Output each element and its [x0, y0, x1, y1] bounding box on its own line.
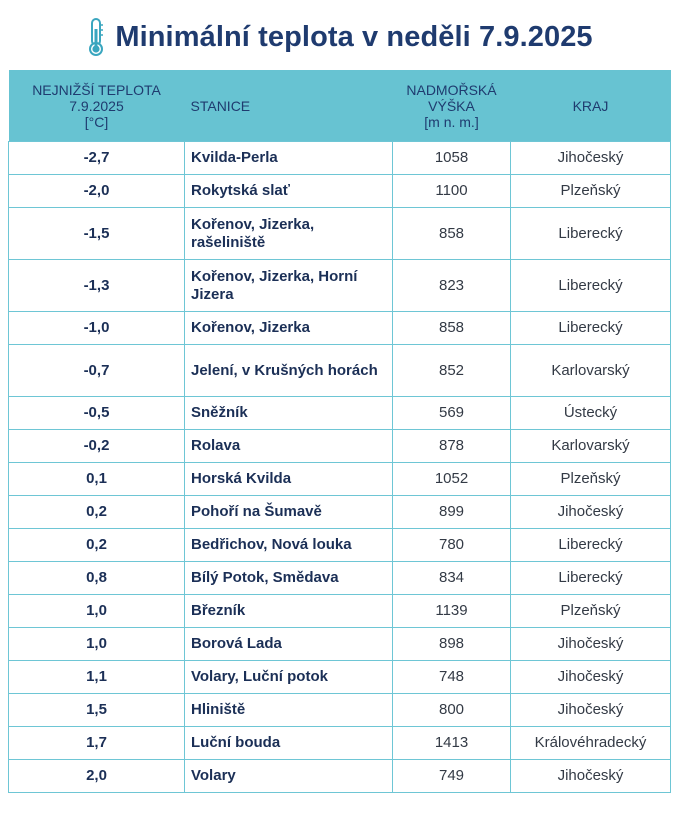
table-row [9, 312, 671, 345]
altitude-cell: 1139 [393, 595, 511, 628]
region-cell: Jihočeský [511, 142, 671, 175]
altitude-cell: 834 [393, 562, 511, 595]
table-row [9, 727, 671, 760]
altitude-cell: 569 [393, 397, 511, 430]
region-cell: Jihočeský [511, 661, 671, 694]
altitude-cell: 1052 [393, 463, 511, 496]
station-cell: Rokytská slať [185, 175, 393, 208]
altitude-cell: 1413 [393, 727, 511, 760]
station-cell: Kořenov, Jizerka, rašeliniště [185, 208, 393, 260]
temp-cell: 0,1 [9, 463, 185, 496]
table-row [9, 760, 671, 793]
table-row [9, 562, 671, 595]
thermometer-icon [85, 17, 107, 57]
altitude-cell: 780 [393, 529, 511, 562]
temp-cell: 1,7 [9, 727, 185, 760]
region-cell: Jihočeský [511, 694, 671, 727]
region-cell: Liberecký [511, 529, 671, 562]
temp-cell: -2,0 [9, 175, 185, 208]
header-altitude-line3: [m n. m.] [424, 113, 479, 130]
altitude-cell: 858 [393, 208, 511, 260]
altitude-cell: 852 [393, 345, 511, 397]
station-cell: Horská Kvilda [185, 463, 393, 496]
table-row [9, 175, 671, 208]
region-cell: Ústecký [511, 397, 671, 430]
table-row [9, 142, 671, 175]
table-row [9, 463, 671, 496]
table-row [9, 628, 671, 661]
temp-cell: -0,7 [9, 345, 185, 397]
altitude-cell: 800 [393, 694, 511, 727]
temp-cell: 1,1 [9, 661, 185, 694]
table-row [9, 430, 671, 463]
temp-cell: -1,0 [9, 312, 185, 345]
table-row [9, 694, 671, 727]
header-temp-line2: 7.9.2025 [69, 97, 124, 114]
temp-cell: 1,5 [9, 694, 185, 727]
station-cell: Sněžník [185, 397, 393, 430]
station-cell: Luční bouda [185, 727, 393, 760]
temperature-table [8, 70, 671, 793]
header-temp-line3: [°C] [84, 113, 109, 130]
station-cell: Volary, Luční potok [185, 661, 393, 694]
station-cell: Rolava [185, 430, 393, 463]
header-temp [9, 70, 185, 142]
altitude-cell: 823 [393, 260, 511, 312]
region-cell: Jihočeský [511, 496, 671, 529]
altitude-cell: 748 [393, 661, 511, 694]
temp-cell: 2,0 [9, 760, 185, 793]
region-cell: Královéhradecký [511, 727, 671, 760]
temp-cell: -1,5 [9, 208, 185, 260]
station-cell: Bílý Potok, Smědava [185, 562, 393, 595]
region-cell: Jihočeský [511, 760, 671, 793]
table-header-row [9, 70, 671, 142]
region-cell: Liberecký [511, 562, 671, 595]
title-bar [0, 0, 678, 70]
table-row [9, 345, 671, 397]
station-cell: Jelení, v Krušných horách [185, 345, 393, 397]
altitude-cell: 749 [393, 760, 511, 793]
header-altitude [393, 70, 511, 142]
table-row [9, 529, 671, 562]
station-cell: Borová Lada [185, 628, 393, 661]
table-row [9, 397, 671, 430]
altitude-cell: 878 [393, 430, 511, 463]
temp-cell: 0,2 [9, 529, 185, 562]
header-region: KRAJ [511, 70, 671, 142]
table-row [9, 661, 671, 694]
region-cell: Liberecký [511, 260, 671, 312]
table-row [9, 260, 671, 312]
page-title: Minimální teplota v neděli 7.9.2025 [115, 20, 593, 53]
region-cell: Karlovarský [511, 345, 671, 397]
altitude-cell: 899 [393, 496, 511, 529]
station-cell: Volary [185, 760, 393, 793]
temp-cell: -0,5 [9, 397, 185, 430]
station-cell: Pohoří na Šumavě [185, 496, 393, 529]
altitude-cell: 858 [393, 312, 511, 345]
temp-cell: 1,0 [9, 595, 185, 628]
region-cell: Plzeňský [511, 595, 671, 628]
region-cell: Karlovarský [511, 430, 671, 463]
station-cell: Bedřichov, Nová louka [185, 529, 393, 562]
region-cell: Liberecký [511, 208, 671, 260]
region-cell: Plzeňský [511, 175, 671, 208]
header-altitude-line1: NADMOŘSKÁ [406, 81, 497, 98]
station-cell: Kořenov, Jizerka [185, 312, 393, 345]
altitude-cell: 1100 [393, 175, 511, 208]
region-cell: Jihočeský [511, 628, 671, 661]
altitude-cell: 898 [393, 628, 511, 661]
header-station: STANICE [185, 70, 393, 142]
table-row [9, 496, 671, 529]
temp-cell: -1,3 [9, 260, 185, 312]
temp-cell: -0,2 [9, 430, 185, 463]
temp-cell: -2,7 [9, 142, 185, 175]
header-temp-line1: NEJNIŽŠÍ TEPLOTA [32, 81, 161, 98]
region-cell: Liberecký [511, 312, 671, 345]
station-cell: Hliniště [185, 694, 393, 727]
altitude-cell: 1058 [393, 142, 511, 175]
region-cell: Plzeňský [511, 463, 671, 496]
station-cell: Březník [185, 595, 393, 628]
station-cell: Kořenov, Jizerka, Horní Jizera [185, 260, 393, 312]
header-altitude-line2: VÝŠKA [428, 97, 475, 114]
station-cell: Kvilda-Perla [185, 142, 393, 175]
table-row [9, 595, 671, 628]
temp-cell: 1,0 [9, 628, 185, 661]
table-row [9, 208, 671, 260]
temp-cell: 0,2 [9, 496, 185, 529]
temp-cell: 0,8 [9, 562, 185, 595]
